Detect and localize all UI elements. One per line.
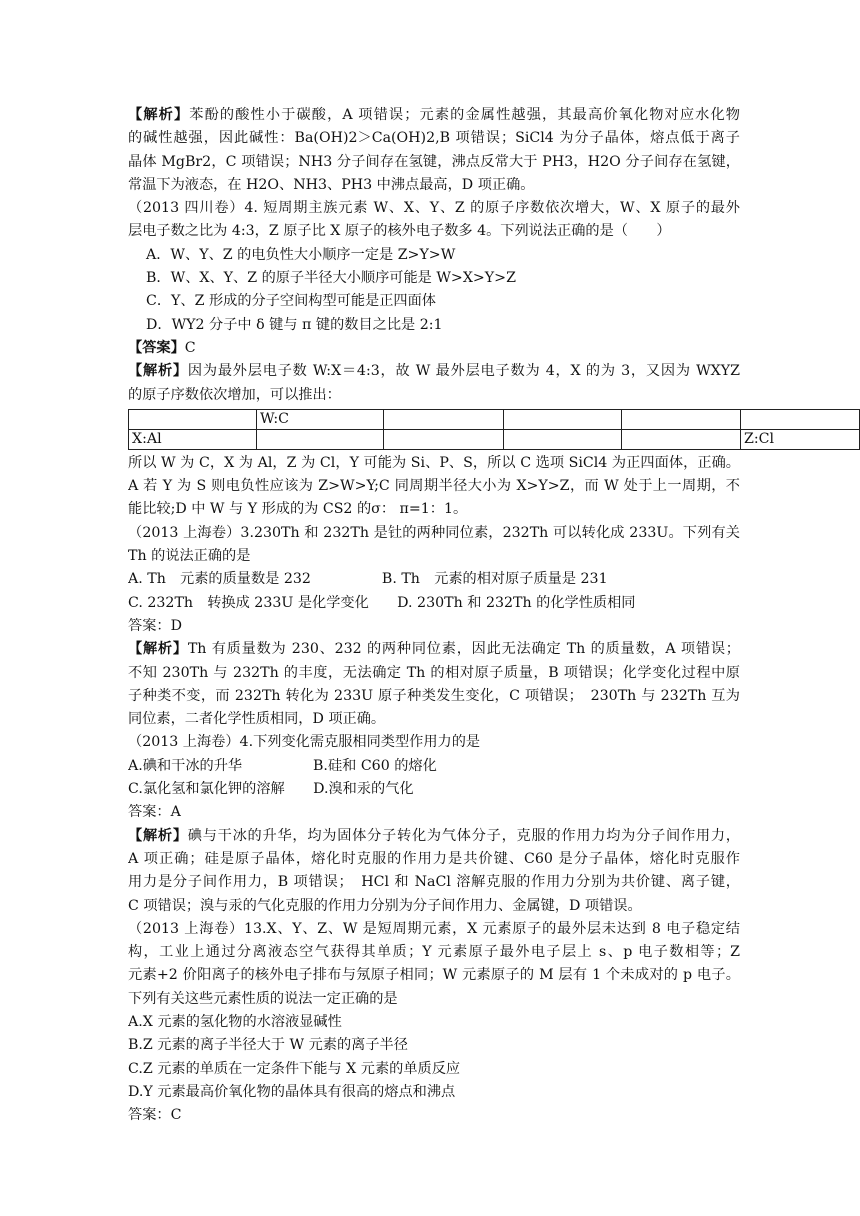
table-cell [622, 409, 741, 429]
text-line [128, 220, 740, 243]
line-text: C.Z 元素的单质在一定条件下能与 X 元素的单质反应 [128, 1060, 461, 1077]
line-text: 常温下为液态，在 H2O、NH3、PH3 中沸点最高，D 项正确。 [128, 176, 535, 193]
text-line [128, 825, 740, 848]
text-line [128, 592, 740, 615]
line-text: 碘与干冰的升华，均为固体分子转化为气体分子，克服的作用力均为分子间作用力， [187, 827, 740, 844]
text-line [128, 197, 740, 220]
text-line [128, 360, 740, 383]
text-line [128, 498, 740, 521]
line-text: 子种类不变，而 232Th 转化为 233U 原子种类发生变化，C 项错误； 230Th 与 232Th 互为 [128, 687, 740, 704]
section-shanghai-questions [128, 452, 740, 1128]
text-line [128, 337, 740, 360]
line-text: （2013 上海卷）4.下列变化需克服相同类型作用力的是 [128, 734, 481, 751]
table-row [129, 409, 860, 429]
line-text: 答案：D [128, 617, 182, 634]
text-line [128, 1104, 740, 1127]
line-text: 答案：C [128, 1107, 182, 1124]
line-text: A．W、Y、Z 的电负性大小顺序一定是 Z>Y>W [146, 246, 456, 263]
line-text: （2013 上海卷）3.230Th 和 232Th 是钍的两种同位素，232Th 可以转化成 233U。下列有关 [128, 524, 740, 541]
text-line [128, 801, 740, 824]
text-line [128, 545, 740, 568]
section-tag: 【解析】 [128, 641, 188, 658]
line-text: C.氯化氢和氯化钾的溶解 D.溴和汞的气化 [128, 781, 414, 798]
text-line [128, 615, 740, 638]
line-text: B.Z 元素的离子半径大于 W 元素的离子半径 [128, 1037, 408, 1054]
table-cell [504, 409, 622, 429]
text-line [128, 267, 740, 290]
line-text: A.X 元素的氢化物的水溶液显碱性 [128, 1013, 342, 1030]
line-text: D．WY2 分子中 δ 键与 π 键的数目之比是 2:1 [146, 316, 443, 333]
text-line [128, 778, 740, 801]
line-text: C. 232Th 转换成 233U 是化学变化 D. 230Th 和 232Th 的化学性质相同 [128, 594, 636, 611]
text-line [128, 314, 740, 337]
table-cell: X:Al [129, 429, 257, 449]
table-cell [384, 429, 504, 449]
line-text: 构，工业上通过分离液态空气获得其单质；Y 元素原子最外电子层上 s、p 电子数相等；Z [128, 944, 740, 961]
text-line [128, 1034, 740, 1057]
line-text: B．W、X、Y、Z 的原子半径大小顺序可能是 W>X>Y>Z [146, 270, 516, 287]
table-row [129, 429, 860, 449]
section-tag: 【解析】 [128, 107, 190, 123]
line-text: A.碘和干冰的升华 B.硅和 C60 的熔化 [128, 757, 437, 774]
line-text: （2013 四川卷）4. 短周期主族元素 W、X、Y、Z 的原子序数依次增大，W、X 原子的最外 [128, 200, 740, 217]
text-line [128, 384, 740, 407]
line-text: Th 的说法正确的是 [128, 548, 251, 565]
text-line [128, 848, 740, 871]
text-line [128, 475, 740, 498]
text-line [128, 522, 740, 545]
document-body [128, 104, 775, 1127]
section-tag: 【解析】 [128, 363, 188, 380]
text-line [128, 964, 740, 987]
line-text: 晶体 MgBr2，C 项错误；NH3 分子间存在氢键，沸点反常大于 PH3，H2O 分子间存在氢键， [128, 153, 740, 170]
text-line [128, 1058, 740, 1081]
table-cell: W:C [257, 409, 384, 429]
text-line [128, 755, 740, 778]
text-line [128, 174, 740, 197]
line-text: 所以 W 为 C，X 为 Al，Z 为 Cl，Y 可能为 Si、P、S，所以 C 选项 SiCl4 为正四面体，正确。 [128, 454, 740, 471]
section-tag: 【答案】 [128, 339, 185, 356]
text-line [128, 1081, 740, 1104]
line-text: （2013 上海卷）13.X、Y、Z、W 是短周期元素，X 元素原子的最外层未达到 8 电子稳定结 [128, 920, 740, 937]
line-text: Th 有质量数为 230、232 的两种同位素，因此无法确定 Th 的质量数，A 项错误； [187, 641, 740, 658]
text-line [128, 638, 740, 661]
text-line [128, 895, 740, 918]
line-text: A. Th 元素的质量数是 232 B. Th 元素的相对原子质量是 231 [128, 571, 608, 588]
section-tag: 【解析】 [128, 827, 188, 844]
line-text: 能比较;D 中 W 与 Y 形成的为 CS2 的σ： π=1：1。 [128, 501, 468, 518]
text-line [128, 988, 740, 1011]
line-text: 苯酚的酸性小于碳酸，A 项错误；元素的金属性越强，其最高价氧化物对应水化物 [189, 107, 740, 123]
line-text: 的碱性越强，因此碱性：Ba(OH)2＞Ca(OH)2,B 项错误；SiCl4 为分子晶体，熔点低于离子 [128, 130, 740, 147]
table-cell [257, 429, 384, 449]
text-line [128, 244, 740, 267]
text-line [128, 127, 740, 150]
line-text: 同位素，二者化学性质相同，D 项正确。 [128, 711, 386, 728]
text-line [128, 731, 740, 754]
table-cell: Z:Cl [741, 429, 860, 449]
element-position-table [128, 409, 860, 450]
text-line [128, 151, 740, 174]
line-text: 答案：A [128, 804, 181, 821]
text-line [128, 104, 740, 127]
table-cell [622, 429, 741, 449]
text-line [128, 708, 740, 731]
text-line [128, 918, 740, 941]
table-cell [741, 409, 860, 429]
line-text: 元素+2 价阳离子的核外电子排布与氖原子相同；W 元素原子的 M 层有 1 个未成对的 p 电子。 [128, 967, 740, 984]
table-cell [129, 409, 257, 429]
line-text: 不知 230Th 与 232Th 的丰度，无法确定 Th 的相对原子质量，B 项错误；化学变化过程中原 [128, 664, 740, 681]
line-text: 的原子序数依次增加，可以推出： [128, 386, 341, 403]
section-sichuan-question [128, 104, 740, 407]
line-text: A 项正确；硅是原子晶体，熔化时克服的作用力是共价键、C60 是分子晶体，熔化时克服作 [128, 850, 740, 867]
line-text: 下列有关这些元素性质的说法一定正确的是 [128, 990, 398, 1007]
line-text: D.Y 元素最高价氧化物的晶体具有很高的熔点和沸点 [128, 1083, 456, 1100]
line-text: 因为最外层电子数 W:X＝4:3，故 W 最外层电子数为 4，X 的为 3，又因为 WXYZ [187, 363, 740, 380]
text-line [128, 290, 740, 313]
line-text: A 若 Y 为 S 则电负性应该为 Z>W>Y;C 同周期半径大小为 X>Y>Z，而 W 处于上一周期，不 [128, 478, 740, 495]
text-line [128, 662, 740, 685]
line-text: 层电子数之比为 4:3，Z 原子比 X 原子的核外电子数多 4。下列说法正确的是（ ） [128, 223, 671, 240]
line-text: 用力是分子间作用力，B 项错误； HCl 和 NaCl 溶解克服的作用力分别为共价键、离子键， [128, 874, 740, 891]
text-line [128, 871, 740, 894]
table-cell [384, 409, 504, 429]
text-line [128, 941, 740, 964]
text-line [128, 452, 740, 475]
text-line [128, 1011, 740, 1034]
text-line [128, 685, 740, 708]
text-line [128, 568, 740, 591]
line-text: C [184, 339, 196, 356]
table-cell [504, 429, 622, 449]
line-text: C．Y、Z 形成的分子空间构型可能是正四面体 [146, 293, 436, 310]
line-text: C 项错误；溴与汞的气化克服的作用力分别为分子间作用力、金属键，D 项错误。 [128, 897, 642, 914]
